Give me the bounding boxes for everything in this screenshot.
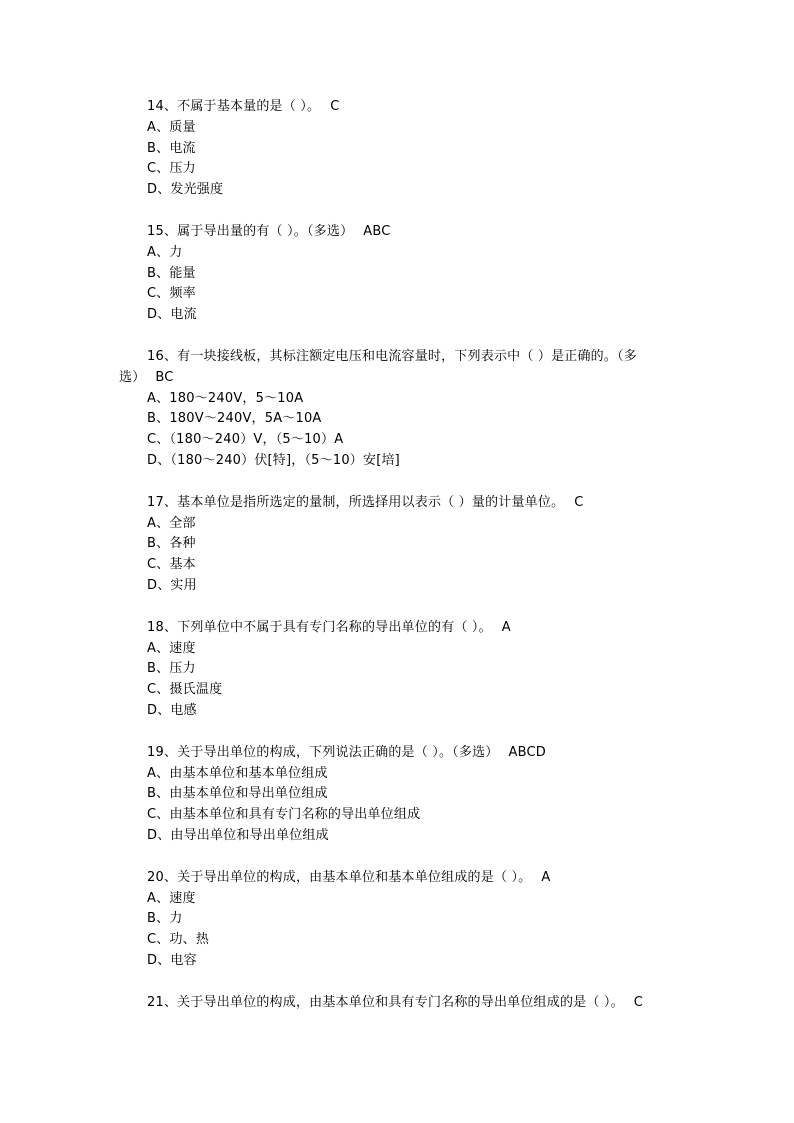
- option-b: B、压力: [147, 661, 196, 677]
- question-14: [0, 97, 794, 201]
- answer-key: A: [501, 619, 511, 635]
- answer-key: A: [541, 869, 551, 885]
- option-b: B、电流: [147, 140, 196, 156]
- answer-key: C: [574, 494, 584, 510]
- answer-key: BC: [155, 369, 174, 385]
- stem-text: 19、关于导出单位的构成，下列说法正确的是（ ）。（多选）: [147, 744, 499, 760]
- stem-text: 21、关于导出单位的构成，由基本单位和具有专门名称的导出单位组成的是（ ）。: [147, 994, 624, 1010]
- option-d: D、电感: [147, 702, 197, 718]
- option-d: D、（180～240）伏[特]，（5～10）安[培]: [147, 452, 400, 468]
- option-b: B、力: [147, 911, 183, 927]
- question-18: [0, 618, 794, 722]
- stem-text: 18、下列单位中不属于具有专门名称的导出单位的有（ ）。: [147, 619, 492, 635]
- stem-text: 17、基本单位是指所选定的量制，所选择用以表示（ ）量的计量单位。: [147, 494, 565, 510]
- answer-key: C: [330, 99, 340, 114]
- option-b: B、各种: [147, 536, 196, 552]
- question-19: [0, 743, 794, 847]
- question-stem: [0, 97, 794, 118]
- question-stem: [0, 743, 794, 764]
- answer-key: C: [633, 994, 644, 1010]
- option-a: A、全部: [147, 515, 196, 531]
- question-stem-line-2: [0, 368, 794, 389]
- option-a: A、速度: [147, 890, 196, 906]
- option-a: A、质量: [147, 119, 196, 135]
- option-b: B、能量: [147, 265, 196, 281]
- option-a: A、力: [147, 244, 183, 260]
- question-stem: [0, 222, 794, 243]
- question-21: [0, 993, 794, 1014]
- option-d: D、电流: [147, 307, 197, 323]
- question-20: [0, 868, 794, 972]
- option-b: B、由基本单位和导出单位组成: [147, 786, 328, 802]
- stem-text: 20、关于导出单位的构成，由基本单位和基本单位组成的是（ ）。: [147, 869, 532, 885]
- option-d: D、实用: [147, 577, 197, 593]
- option-d: D、发光强度: [147, 182, 224, 198]
- option-c: C、（180～240）V，（5～10）A: [147, 432, 344, 448]
- option-c: C、摄氏温度: [147, 682, 223, 698]
- stem-text: 14、不属于基本量的是（ ）。: [147, 99, 321, 114]
- question-stem-line-1: 16、有一块接线板，其标注额定电压和电流容量时，下列表示中（ ）是正确的。（多: [147, 348, 637, 364]
- question-15: [0, 222, 794, 326]
- option-c: C、功、热: [147, 932, 210, 948]
- question-stem: [0, 618, 794, 639]
- option-c: C、压力: [147, 161, 196, 177]
- question-list: [0, 97, 794, 1034]
- question-stem: [0, 993, 794, 1014]
- option-a: A、180～240V，5～10A: [147, 390, 304, 406]
- answer-key: ABC: [363, 223, 391, 239]
- option-b: B、180V～240V，5A～10A: [147, 411, 322, 427]
- option-c: C、频率: [147, 286, 196, 302]
- option-a: A、速度: [147, 640, 196, 656]
- option-c: C、基本: [147, 557, 196, 573]
- option-d: D、电容: [147, 952, 197, 968]
- answer-key: ABCD: [508, 744, 546, 760]
- option-c: C、由基本单位和具有专门名称的导出单位组成: [147, 807, 421, 823]
- question-16: [0, 347, 794, 472]
- question-stem: [0, 868, 794, 889]
- question-17: [0, 493, 794, 597]
- stem-text: 15、属于导出量的有（ ）。（多选）: [147, 223, 354, 239]
- question-stem: [0, 493, 794, 514]
- stem-text: 选）: [119, 369, 146, 385]
- option-a: A、由基本单位和基本单位组成: [147, 765, 328, 781]
- option-d: D、由导出单位和导出单位组成: [147, 827, 329, 843]
